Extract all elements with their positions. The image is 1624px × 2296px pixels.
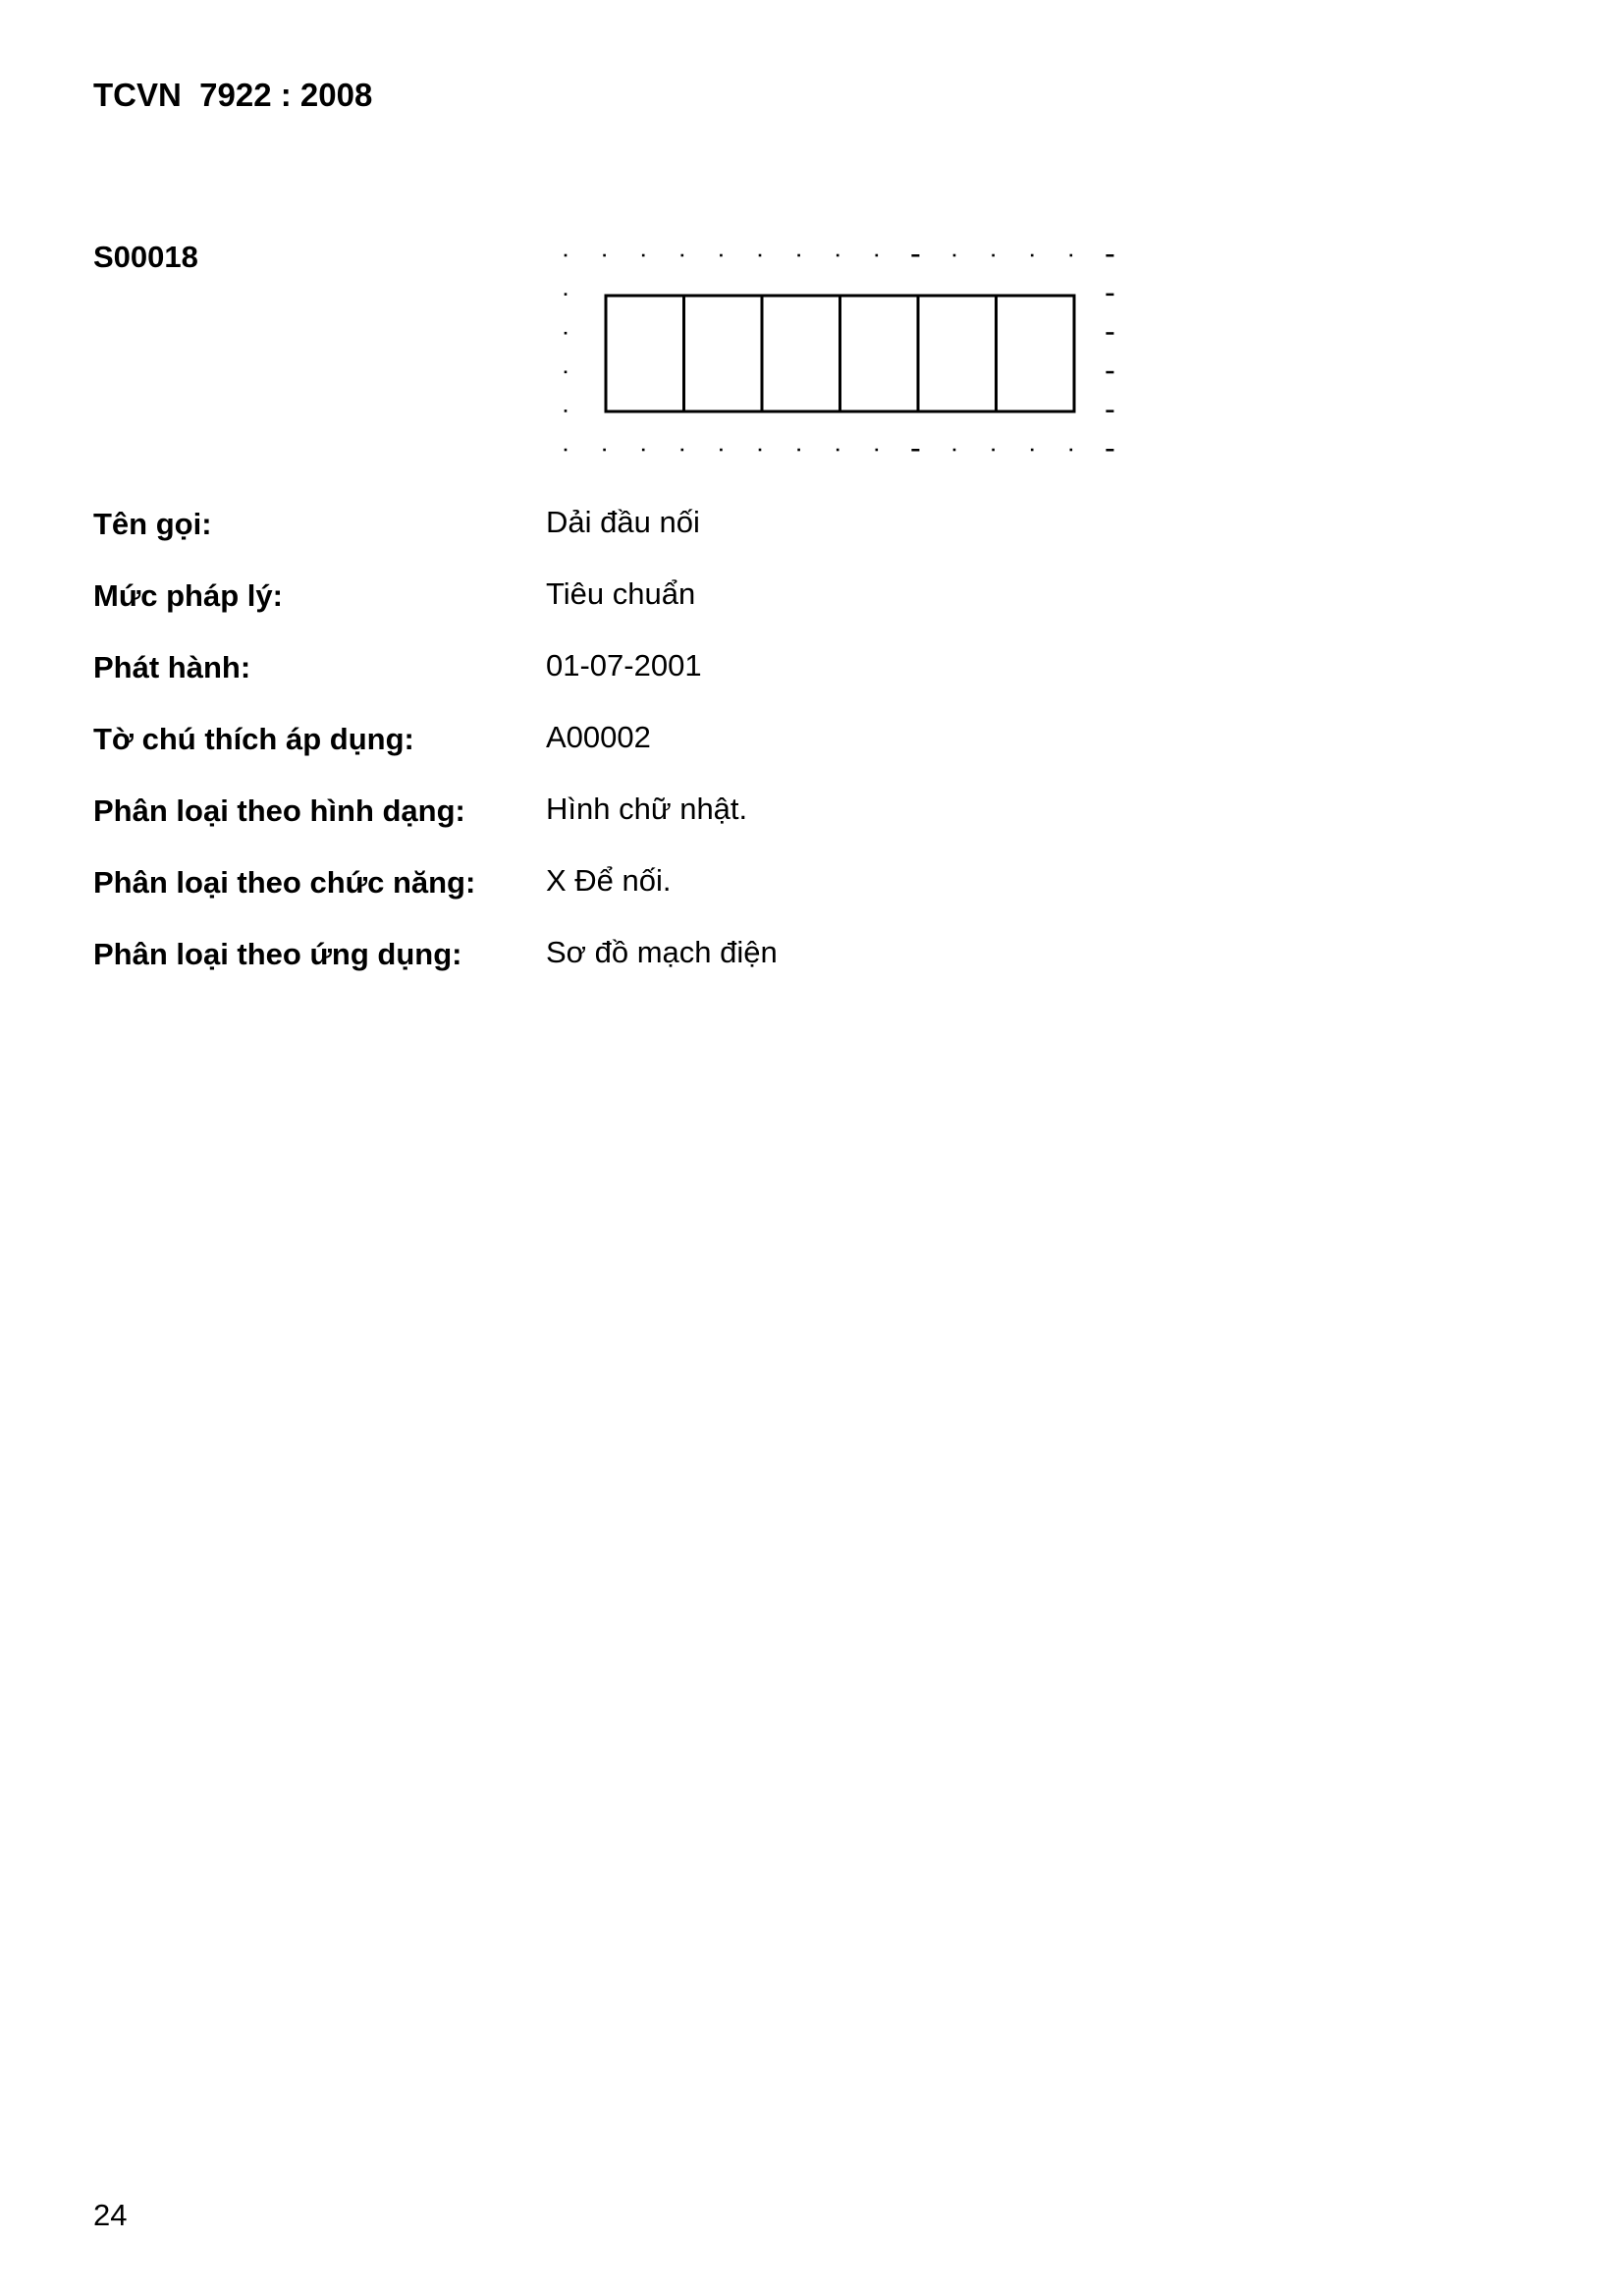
grid-mark xyxy=(681,254,684,257)
grid-mark xyxy=(642,449,645,452)
grid-mark xyxy=(1106,294,1113,297)
page-number: 24 xyxy=(93,2198,128,2232)
grid-mark xyxy=(797,254,800,257)
grid-mark xyxy=(837,254,839,257)
grid-mark xyxy=(1070,449,1073,452)
grid-mark xyxy=(565,410,568,412)
grid-mark xyxy=(992,449,995,452)
grid-mark xyxy=(911,449,919,452)
attribute-value: Sơ đồ mạch điện xyxy=(546,935,778,969)
grid-mark xyxy=(565,332,568,335)
grid-mark xyxy=(759,449,762,452)
attribute-value: 01-07-2001 xyxy=(546,648,702,683)
grid-mark xyxy=(1031,254,1034,257)
symbol-code: S00018 xyxy=(93,240,198,274)
grid-mark xyxy=(565,254,568,257)
grid-mark xyxy=(1106,371,1113,374)
grid-mark xyxy=(720,254,723,257)
grid-mark xyxy=(642,254,645,257)
attribute-value: Hình chữ nhật. xyxy=(546,792,748,826)
grid-mark xyxy=(1106,410,1113,412)
grid-mark xyxy=(720,449,723,452)
attribute-label: Phát hành: xyxy=(93,650,251,684)
attribute-label: Tên gọi: xyxy=(93,507,212,541)
attribute-label: Phân loại theo hình dạng: xyxy=(93,793,465,828)
grid-mark xyxy=(797,449,800,452)
grid-mark xyxy=(565,449,568,452)
grid-mark xyxy=(1031,449,1034,452)
grid-mark xyxy=(1106,449,1113,452)
attribute-label: Phân loại theo ứng dụng: xyxy=(93,937,462,971)
grid-mark xyxy=(953,449,956,452)
grid-mark xyxy=(876,254,879,257)
grid-mark xyxy=(1106,332,1113,335)
grid-mark xyxy=(876,449,879,452)
terminal-strip-dividers xyxy=(684,296,997,411)
attribute-value: Dải đầu nối xyxy=(546,505,700,539)
attribute-label: Mức pháp lý: xyxy=(93,578,283,613)
grid-mark xyxy=(565,293,568,296)
grid-mark xyxy=(953,254,956,257)
attribute-value: Tiêu chuẩn xyxy=(546,576,696,611)
grid-mark xyxy=(759,254,762,257)
grid-mark xyxy=(603,449,606,452)
attribute-label: Tờ chú thích áp dụng: xyxy=(93,722,414,756)
attribute-label: Phân loại theo chức năng: xyxy=(93,865,476,900)
grid-mark xyxy=(992,254,995,257)
grid-mark xyxy=(1070,254,1073,257)
attribute-value: A00002 xyxy=(546,720,651,754)
attribute-value: X Để nối. xyxy=(546,863,672,898)
grid-mark xyxy=(603,254,606,257)
grid-mark xyxy=(837,449,839,452)
terminal-strip-symbol-icon xyxy=(550,241,1129,462)
grid-mark xyxy=(1106,254,1113,257)
grid-mark xyxy=(565,371,568,374)
grid-mark xyxy=(681,449,684,452)
grid-mark xyxy=(911,254,919,257)
document-header: TCVN 7922 : 2008 xyxy=(93,77,373,113)
